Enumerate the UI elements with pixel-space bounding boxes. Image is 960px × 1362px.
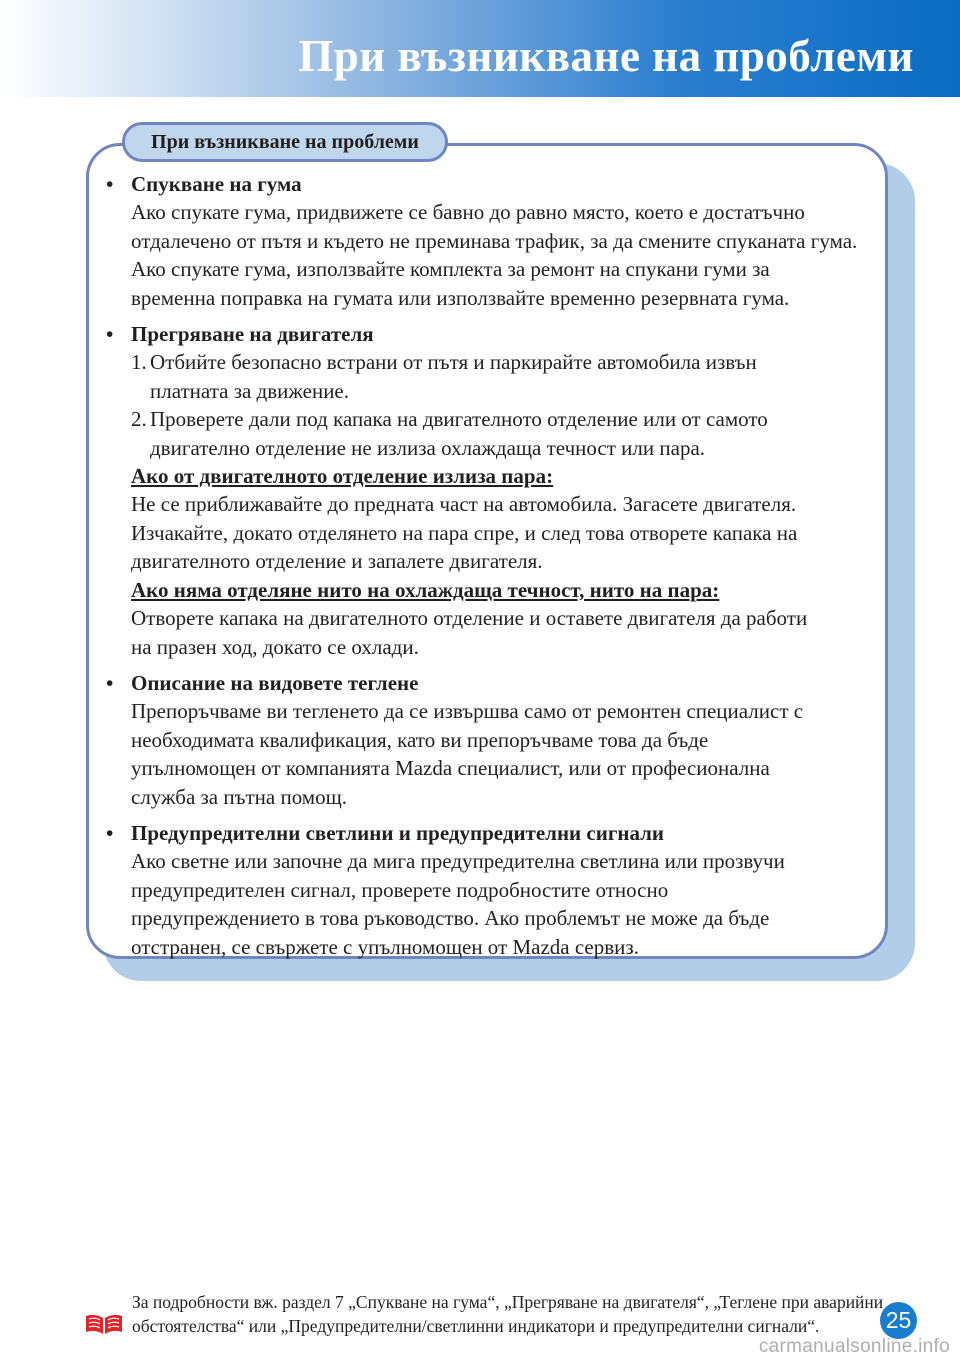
body-line: Ако спукате гума, придвижете се бавно до равно място, което е достатъчно xyxy=(131,200,805,225)
panel-content xyxy=(106,170,876,969)
body-line: временна поправка на гумата или използвайте временно резервната гума. xyxy=(131,285,790,310)
body-line: отстранен, се свържете с упълномощен от Mazda сервиз. xyxy=(131,934,639,959)
case-heading-steam: Ако от двигателното отделение излиза пара: xyxy=(131,464,554,489)
body-line: упълномощен от компанията Mazda специалист, или от професионална xyxy=(131,756,770,781)
body-line: отдалечено от пътя и където не преминава трафик, за да смените спуканата гума. xyxy=(131,228,858,253)
footer-reference xyxy=(132,1290,884,1338)
section-towing xyxy=(106,669,876,811)
bullet-icon: • xyxy=(106,820,114,845)
case-heading-no-steam: Ако няма отделяне нито на охлаждаща течност, нито на пара: xyxy=(131,577,720,602)
panel-tab-label: При възникване на проблеми xyxy=(122,122,448,162)
body-line: Не се приближавайте до предната част на автомобила. Загасете двигателя. xyxy=(131,492,797,517)
section-warning-lights xyxy=(106,819,876,961)
numbered-step xyxy=(131,348,876,405)
section-flat-tire xyxy=(106,170,876,312)
section-title: Спукване на гума xyxy=(131,172,302,196)
body-line: на празен ход, докато се охлади. xyxy=(131,634,419,659)
body-line: двигателното отделение и запалете двигателя. xyxy=(131,549,543,574)
step-number: 2. xyxy=(131,407,147,432)
bullet-icon: • xyxy=(106,172,114,196)
bullet-icon: • xyxy=(106,322,114,347)
body-line: необходимата квалификация, като ви препоръчваме това да бъде xyxy=(131,727,709,752)
body-line: Отворете капака на двигателното отделение и оставете двигателя да работи xyxy=(131,606,808,631)
body-line: Изчакайте, докато отделянето на пара спре, и след това отворете капака на xyxy=(131,520,798,545)
body-line: Ако спукате гума, използвайте комплекта за ремонт на спукани гуми за xyxy=(131,257,770,282)
numbered-step xyxy=(131,405,876,462)
open-book-icon xyxy=(84,1310,124,1336)
watermark: carmanualsonline.info xyxy=(758,1336,950,1357)
step-line: платната за движение. xyxy=(150,378,349,403)
body-line: служба за пътна помощ. xyxy=(131,784,348,809)
page-title: При възникване на проблеми xyxy=(298,31,914,81)
step-number: 1. xyxy=(131,350,147,375)
section-title: Предупредителни светлини и предупредителни сигнали xyxy=(131,820,665,845)
section-title: Описание на видовете теглене xyxy=(131,670,419,695)
body-line: Ако светне или започне да мига предупредителна светлина или прозвучи xyxy=(131,849,785,874)
section-engine-overheating xyxy=(106,320,876,661)
footer-line: За подробности вж. раздел 7 „Спукване на гума“, „Прегряване на двигателя“, „Теглене при аварийни xyxy=(132,1292,884,1312)
body-line: предупреждението в това ръководство. Ако проблемът не може да бъде xyxy=(131,906,770,931)
page-number: 25 xyxy=(880,1302,917,1339)
step-line: Отбийте безопасно встрани от пътя и паркирайте автомобила извън xyxy=(150,350,757,375)
footer-line: обстоятелства“ или „Предупредителни/светлинни индикатори и предупредителни сигнали“. xyxy=(132,1316,820,1336)
step-line: двигателно отделение не излиза охлаждаща течност или пара. xyxy=(150,435,706,460)
body-line: предупредителен сигнал, проверете подробностите относно xyxy=(131,877,669,902)
bullet-icon: • xyxy=(106,670,114,695)
step-line: Проверете дали под капака на двигателното отделение или от самото xyxy=(150,407,768,432)
body-line: Препоръчваме ви тегленето да се извършва само от ремонтен специалист с xyxy=(131,699,804,724)
section-title: Прегряване на двигателя xyxy=(131,322,374,347)
